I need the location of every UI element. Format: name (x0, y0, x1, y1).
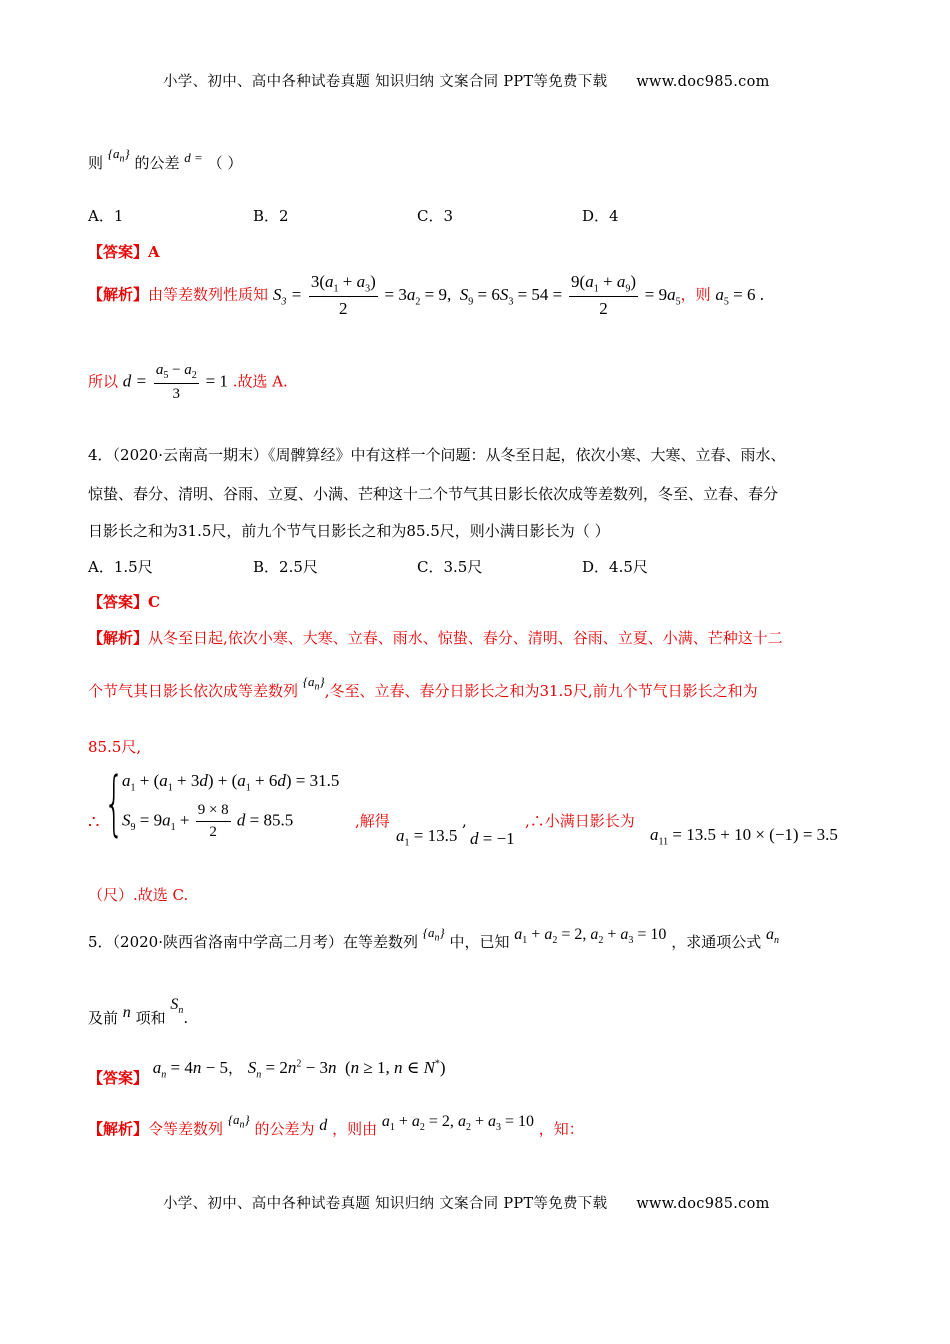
q4-xiaoman-text: ,∴小满日影长为 (525, 812, 635, 830)
q3-option-d: D．4 (582, 207, 619, 225)
q4-analysis-line1: 【解析】从冬至日起,依次小寒、大寒、立春、雨水、惊蛰、春分、清明、谷雨、立夏、小满、芒种这十二 (88, 629, 783, 647)
q4-option-d: D．4.5尺 (582, 558, 648, 576)
q4-a11-value: $a_{11} = 13.5 + 10 \times (-1) = 3.5$ (650, 825, 838, 848)
header-text: 小学、初中、高中各种试卷真题 知识归纳 文案合同 PPT等免费下载 (163, 74, 608, 90)
q3-option-c: C．3 (417, 207, 454, 225)
q4-option-a: A．1.5尺 (88, 558, 153, 576)
q5-answer: 【答案】 $a_n = 4n - 5$， $S_n = 2n^2 - 3n$ (n ≥ 1, n ∈ N*) (88, 1058, 446, 1087)
q4-answer: 【答案】C (88, 593, 160, 611)
q4-solve-text: ,解得 (355, 812, 390, 830)
q5-analysis: 【解析】令等差数列 $\{a_n\}$ 的公差为 d ，则由 $a_1 + a_2 = 2$, $a_2 + a_3 = 10$ ，知： (88, 1112, 584, 1138)
q4-analysis-line2: 个节气其日影长依次成等差数列 $\{a_n\}$,冬至、立春、春分日影长之和为31.5尺,前九个节气日影长之和为 (88, 674, 758, 700)
q4-line3: 日影长之和为31.5尺，前九个节气日影长之和为85.5尺，则小满日影长为（ ） (88, 522, 610, 540)
page-footer (163, 1192, 770, 1213)
system-eq2: $S_9 = 9a_1$ + $\frac{9 \times 8}{2}$ d = 85.5 (122, 802, 294, 840)
q4-line2: 惊蛰、春分、清明、谷雨、立夏、小满、芒种这十二个节气其日影长依次成等差数列，冬至、立春、春分 (88, 485, 779, 503)
page-header (163, 70, 770, 91)
seq-an: $\{a_n\}$ (107, 146, 130, 165)
header-site: www.doc985.com (636, 74, 770, 90)
q4-a1-value: $a_1 = 13.5$ (396, 826, 458, 849)
q4-comma: , (462, 812, 467, 830)
therefore-sign: ∴ (88, 812, 100, 833)
q4-d-value: d = −1 (470, 829, 515, 848)
q4-line1: 4．（2020·云南高一期末）《周髀算经》中有这样一个问题：从冬至日起，依次小寒、大寒、立春、雨水、 (88, 446, 786, 464)
system-eq1: $a_1 + (a_1 + 3d) + (a_1 + 6d) = 31.5$ (122, 771, 340, 794)
q5-line1: 5．（2020·陕西省洛南中学高二月考）在等差数列 $\{a_n\}$ 中，已知 $a_1 + a_2 = 2$, $a_2 + a_3 = 10$ ，求通项公式 $a_n$ (88, 925, 779, 951)
q3-option-b: B．2 (253, 207, 289, 225)
q4-option-b: B．2.5尺 (253, 558, 318, 576)
q3-stem: 则 $\{a_n\}$ 的公差 d = （ ） (88, 146, 243, 172)
q3-analysis: 【解析】由等差数列性质知 $S_3$ = $\frac{3(a_1 + a_3)}{2}$ = $3a_2 = 9$, $S_9 = 6S_3 = 54$ = $\frac{9(a_1 + a_9)}{2}$ = $9a_5$，则 $a_5 = 6$ . (88, 272, 764, 319)
system-brace: { (104, 762, 125, 844)
q4-option-c: C．3.5尺 (417, 558, 483, 576)
q3-so: 所以 d = $\frac{a_5 - a_2}{3}$ = 1 .故选 A. (88, 362, 288, 402)
q4-end: （尺）.故选 C. (88, 886, 189, 904)
q3-option-a: A．1 (88, 207, 124, 225)
q4-analysis-line3: 85.5尺, (88, 738, 142, 756)
q5-line2: 及前 n 项和 $S_n$. (88, 996, 189, 1027)
footer-text: 小学、初中、高中各种试卷真题 知识归纳 文案合同 PPT等免费下载 (163, 1196, 608, 1212)
footer-site: www.doc985.com (636, 1196, 770, 1212)
q3-answer: 【答案】A (88, 243, 160, 261)
